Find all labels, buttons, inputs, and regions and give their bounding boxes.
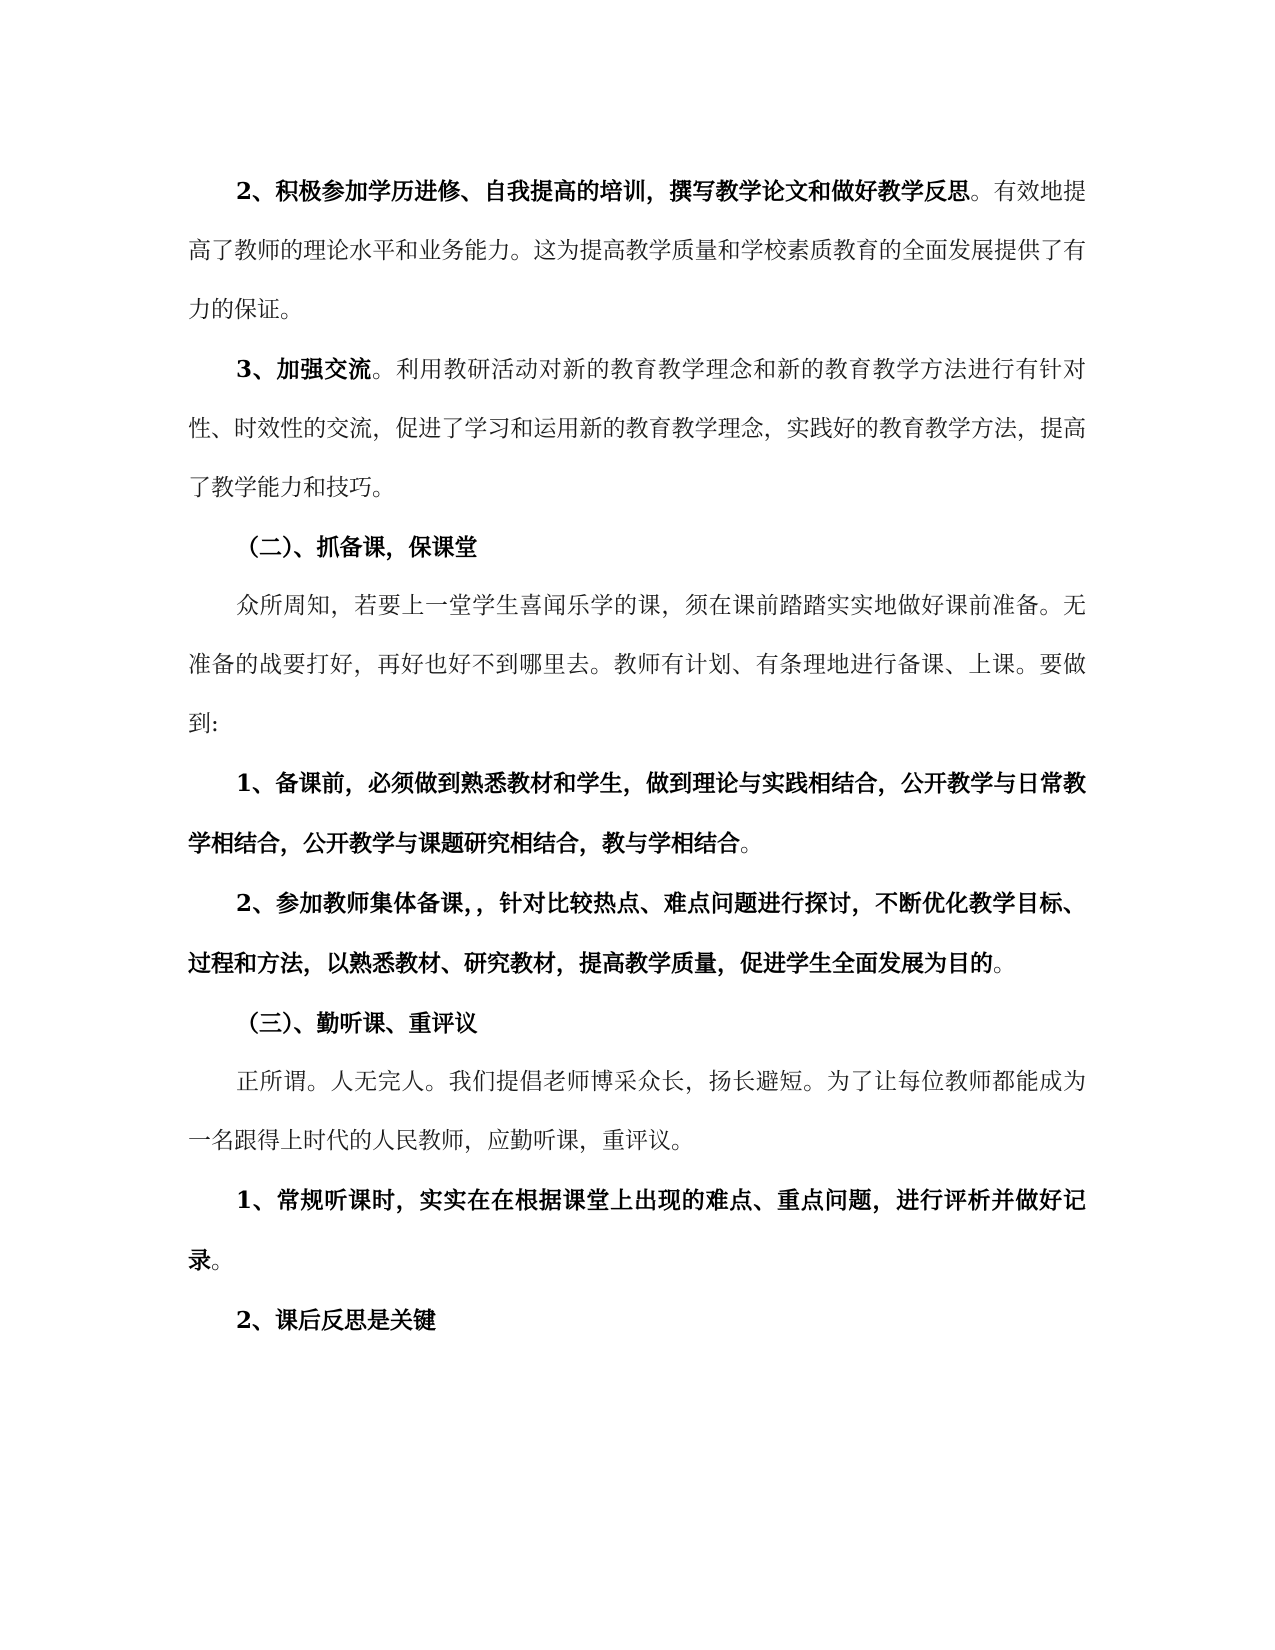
document-body xyxy=(188,162,1086,1351)
paragraph-reflection xyxy=(188,1291,1086,1351)
section-heading-lesson-observation: （三）、勤听课、重评议 xyxy=(236,1010,478,1037)
paragraph-lesson-prep-intro-text: 众所周知，若要上一堂学生喜闻乐学的课，须在课前踏踏实实地做好课前准备。无准备的战要打好，再好也好不到哪里去。教师有计划、有条理地进行备课、上课。要做到: xyxy=(188,593,1086,737)
section-heading-lesson-prep: （二）、抓备课，保课堂 xyxy=(236,534,478,561)
paragraph-training-text: 。有效地提高了教师的理论水平和业务能力。这为提高教学质量和学校素质教育的全面发展提供了有力的保证。 xyxy=(188,179,1086,323)
paragraph-reflection-bold: 2、课后反思是关键 xyxy=(236,1307,437,1334)
paragraph-observation-intro xyxy=(188,1053,1086,1171)
paragraph-regular-observation-bold: 1、常规听课时，实实在在根据课堂上出现的难点、重点问题，进行评析并做好记录 xyxy=(188,1187,1086,1274)
paragraph-observation-intro-text: 正所谓。人无完人。我们提倡老师博采众长，扬长避短。为了让每位教师都能成为一名跟得上时代的人民教师，应勤听课，重评议。 xyxy=(188,1069,1086,1154)
paragraph-collective-prep-bold: 2、参加教师集体备课，，针对比较热点、难点问题进行探讨，不断优化教学目标、过程和方法，以熟悉教材、研究教材，提高教学质量，促进学生全面发展为目的 xyxy=(188,890,1086,977)
paragraph-regular-observation xyxy=(188,1171,1086,1291)
paragraph-regular-observation-text: 。 xyxy=(211,1248,234,1274)
paragraph-training xyxy=(188,162,1086,340)
paragraph-exchange xyxy=(188,340,1086,518)
paragraph-exchange-text: 。利用教研活动对新的教育教学理念和新的教育教学方法进行有针对性、时效性的交流，促进了学习和运用新的教育教学理念，实践好的教育教学方法，提高了教学能力和技巧。 xyxy=(188,357,1086,501)
paragraph-before-prep xyxy=(188,754,1086,874)
paragraph-training-bold: 2、积极参加学历进修、自我提高的培训，撰写教学论文和做好教学反思 xyxy=(236,178,971,205)
paragraph-lesson-prep-intro xyxy=(188,577,1086,754)
paragraph-exchange-bold: 3、加强交流 xyxy=(236,356,372,383)
paragraph-before-prep-text: 。 xyxy=(740,831,763,857)
paragraph-before-prep-bold: 1、备课前，必须做到熟悉教材和学生，做到理论与实践相结合，公开教学与日常教学相结合，公开教学与课题研究相结合，教与学相结合 xyxy=(188,770,1086,857)
paragraph-collective-prep-text: 。 xyxy=(993,951,1016,977)
paragraph-collective-prep xyxy=(188,874,1086,994)
